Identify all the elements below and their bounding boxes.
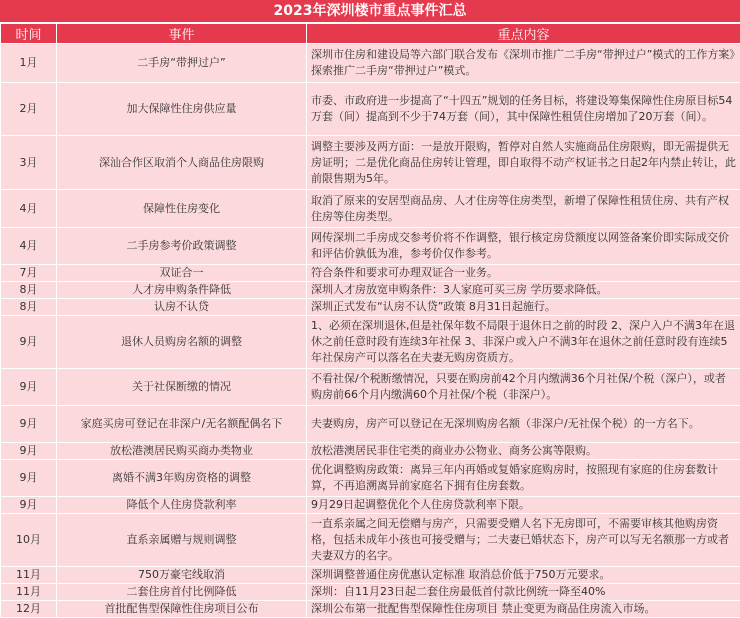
row-event: 人才房申购条件降低 xyxy=(57,282,307,299)
row-content: 深圳市住房和建设局等六部门联合发布《深圳市推广二手房“带押过户”模式的工作方案》探索推广二手房“带押过户”模式。 xyxy=(307,44,740,83)
table-row xyxy=(1,316,740,369)
row-content: 深圳正式发布“认房不认贷”政策 8月31日起施行。 xyxy=(307,299,740,316)
table-row xyxy=(1,584,740,601)
row-time: 9月 xyxy=(1,316,57,369)
table-row xyxy=(1,265,740,282)
row-time: 4月 xyxy=(1,190,57,228)
row-content: 调整主要涉及两方面：一是放开限购，暂停对自然人实施商品住房限购，即无需提供无房证明；二是优化商品住房转让管理，即自取得不动产权证书之日起2年内禁止转让，此前限售期为5年。 xyxy=(307,136,740,190)
table-row xyxy=(1,299,740,316)
row-event: 降低个人住房贷款利率 xyxy=(57,497,307,514)
row-event: 保障性住房变化 xyxy=(57,190,307,228)
table-row xyxy=(1,190,740,228)
row-content: 深圳调整普通住房优惠认定标准 取消总价低于750万元要求。 xyxy=(307,567,740,584)
row-event: 退休人员购房名额的调整 xyxy=(57,316,307,369)
row-time: 2月 xyxy=(1,83,57,136)
row-event: 直系亲属赠与规则调整 xyxy=(57,514,307,567)
table-row xyxy=(1,497,740,514)
row-content: 符合条件和要求可办理双证合一业务。 xyxy=(307,265,740,282)
row-time: 7月 xyxy=(1,265,57,282)
header-time: 时间 xyxy=(1,24,57,44)
row-content: 一直系亲属之间无偿赠与房产，只需要受赠人名下无房即可，不需要审核其他购房资格，包括未成年小孩也可接受赠与；二夫妻已婚状态下，房产可以写无名额那一方或者夫妻双方的名字。 xyxy=(307,514,740,567)
row-content: 深圳人才房放宽申购条件：3人家庭可买三房 学历要求降低。 xyxy=(307,282,740,299)
header-event: 事件 xyxy=(57,24,307,44)
row-time: 12月 xyxy=(1,601,57,618)
row-event: 750万豪宅线取消 xyxy=(57,567,307,584)
row-content: 放松港澳居民非住宅类的商业办公物业、商务公寓等限购。 xyxy=(307,443,740,460)
row-content: 1、必须在深圳退休,但是社保年数不局限于退休日之前的时段 2、深户入户不满3年在退休之前任意时段有连续3年社保 3、非深户或入户不满3年在退休之前任意时段有连续5年社保房产可以落名在夫妻无购房资质方。 xyxy=(307,316,740,369)
row-event: 双证合一 xyxy=(57,265,307,282)
header-row xyxy=(1,24,740,44)
row-time: 11月 xyxy=(1,584,57,601)
row-time: 4月 xyxy=(1,228,57,265)
table-row xyxy=(1,443,740,460)
row-event: 首批配售型保障性住房项目公布 xyxy=(57,601,307,618)
table-row xyxy=(1,136,740,190)
table-row xyxy=(1,228,740,265)
table-row xyxy=(1,44,740,83)
row-event: 二套住房首付比例降低 xyxy=(57,584,307,601)
events-body xyxy=(1,44,740,618)
row-time: 9月 xyxy=(1,406,57,443)
row-event: 深汕合作区取消个人商品住房限购 xyxy=(57,136,307,190)
row-event: 二手房“带押过户” xyxy=(57,44,307,83)
row-time: 1月 xyxy=(1,44,57,83)
row-time: 9月 xyxy=(1,369,57,406)
row-event: 加大保障性住房供应量 xyxy=(57,83,307,136)
row-content: 深圳公布第一批配售型保障性住房项目 禁止变更为商品住房流入市场。 xyxy=(307,601,740,618)
row-content: 取消了原来的安居型商品房、人才住房等住房类型，新增了保障性租赁住房、共有产权住房等住房类型。 xyxy=(307,190,740,228)
sheet-title: 2023年深圳楼市重点事件汇总 xyxy=(0,0,740,23)
row-event: 二手房参考价政策调整 xyxy=(57,228,307,265)
row-event: 关于社保断缴的情况 xyxy=(57,369,307,406)
row-event: 认房不认贷 xyxy=(57,299,307,316)
row-content: 不看社保/个税断缴情况，只要在购房前42个月内缴满36个月社保/个税（深户），或者购房前66个月内缴满60个月社保/个税（非深户）。 xyxy=(307,369,740,406)
row-time: 9月 xyxy=(1,443,57,460)
row-time: 3月 xyxy=(1,136,57,190)
header-content: 重点内容 xyxy=(307,24,740,44)
table-row xyxy=(1,567,740,584)
row-content: 市委、市政府进一步提高了“十四五”规划的任务目标，将建设筹集保障性住房原目标54万套（间）提高到不少于74万套（间），其中保障性租赁住房增加了20万套（间）。 xyxy=(307,83,740,136)
table-row xyxy=(1,83,740,136)
table-row xyxy=(1,282,740,299)
row-time: 11月 xyxy=(1,567,57,584)
table-row xyxy=(1,514,740,567)
row-event: 离婚不满3年购房资格的调整 xyxy=(57,460,307,497)
row-content: 深圳：自11月23日起二套住房最低首付款比例统一降至40% xyxy=(307,584,740,601)
table-row xyxy=(1,406,740,443)
row-time: 8月 xyxy=(1,282,57,299)
row-content: 夫妻购房，房产可以登记在无深圳购房名额（非深户/无社保个税）的一方名下。 xyxy=(307,406,740,443)
table-row xyxy=(1,369,740,406)
table-row xyxy=(1,460,740,497)
events-table xyxy=(0,23,740,618)
row-time: 8月 xyxy=(1,299,57,316)
row-event: 放松港澳居民购买商办类物业 xyxy=(57,443,307,460)
row-time: 9月 xyxy=(1,497,57,514)
row-event: 家庭买房可登记在非深户/无名额配偶名下 xyxy=(57,406,307,443)
row-time: 9月 xyxy=(1,460,57,497)
row-content: 9月29日起调整优化个人住房贷款利率下限。 xyxy=(307,497,740,514)
row-content: 优化调整购房政策：离异三年内再婚或复婚家庭购房时，按照现有家庭的住房套数计算，不再追溯离异前家庭名下拥有住房套数。 xyxy=(307,460,740,497)
row-time: 10月 xyxy=(1,514,57,567)
row-content: 网传深圳二手房成交参考价将不作调整，银行核定房贷额度以网签备案价即实际成交价和评估价孰低为准，参考价仅作参考。 xyxy=(307,228,740,265)
